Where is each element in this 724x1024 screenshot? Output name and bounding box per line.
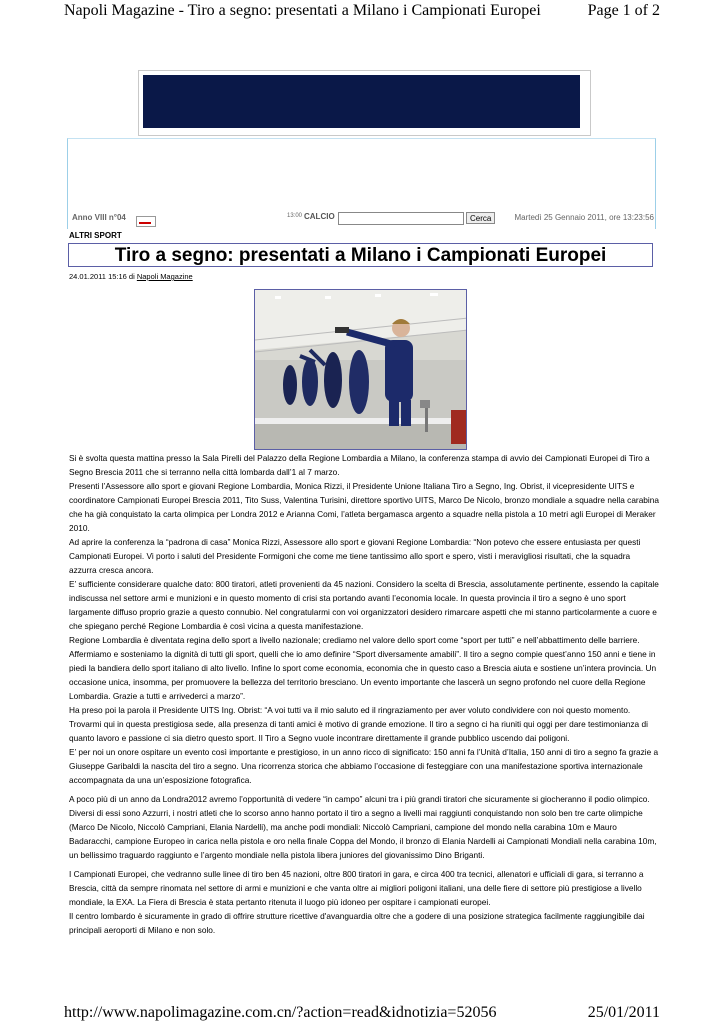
print-header-page: Page 1 of 2 bbox=[587, 2, 660, 19]
article-body bbox=[69, 451, 659, 937]
news-ticker[interactable]: CALCIO bbox=[304, 212, 335, 221]
banner-ad[interactable] bbox=[138, 70, 591, 136]
byline bbox=[69, 272, 193, 281]
search-input[interactable] bbox=[338, 212, 464, 225]
print-header bbox=[64, 0, 660, 22]
article-paragraph: Regione Lombardia è diventata regina dello sport a livello nazionale; crediamo nel valore dello sport come “sport per tutti” e nell’abbattimento delle barriere. Affermiamo e sosteniamo la dignità di tutti gli sport, quelli che io amo definire “Sport diversamente amabili”. Il tiro a segno compie quest’anno 150 anni e tiene in piedi la bandiera dello sport italiano di alto livello. Infine lo sport come economia, economia che in questo caso a Brescia aiuta e sostiene un’intera provincia. Un occasione unica, insomma, per promuovere la bellezza del territorio bresciano. Un evento importante che lascerà un segno profondo nel cuore della Regione Lombardia. Grazie a tutti e arrivederci a marzo”. bbox=[69, 635, 657, 701]
info-bar bbox=[72, 212, 654, 226]
article-title-box bbox=[68, 243, 653, 267]
article-paragraph: E’ per noi un onore ospitare un evento così importante e prestigioso, in un anno ricco di significato: 150 anni fa l’Unità d’Italia, 150 anni di tiro a segno fa grazie a Giuseppe Garibaldi la nascita del tiro a segno. Una ricorrenza storica che abbiamo l’occasione di festeggiare con una manifestazione sportiva internazionale accompagnata da una un’esposizione fotografica. bbox=[69, 747, 659, 785]
article-title: Tiro a segno: presentati a Milano i Campionati Europei bbox=[114, 245, 607, 266]
banner-ad-image bbox=[143, 75, 580, 128]
section-label: ALTRI SPORT bbox=[69, 231, 122, 240]
print-header-title: Napoli Magazine - Tiro a segno: presentati a Milano i Campionati Europei bbox=[64, 2, 541, 19]
ticker-time: 13:00 bbox=[287, 213, 303, 219]
flag-icon bbox=[136, 216, 156, 227]
article-paragraph: Presenti l’Assessore allo sport e giovani Regione Lombardia, Monica Rizzi, il Presidente Unione Italiana Tiro a Segno, Ing. Obrist, il vicepresidente UITS e coordinatore Campionati Europei Brescia 2011, Tito Suss, Valentina Turisini, direttore sportivo UITS, Marco De Nicolo, bronzo mondiale a squadre nella carabina che ha già conquistato la carta olimpica per Londra 2012 e Arianna Comi, l’atleta bergamasca argento a squadre nella pistola a 10 metri agli Europei di Meraker 2010. bbox=[69, 481, 659, 533]
print-footer-url: http://www.napolimagazine.com.cn/?action=read&idnotizia=52056 bbox=[64, 1004, 497, 1021]
article-paragraph: Ad aprire la conferenza la “padrona di casa” Monica Rizzi, Assessore allo sport e giovani Regione Lombardia: “Non potevo che essere entusiasta per questi Campionati Europei. Vi porto i saluti del Presidente Formigoni che come me tiene tantissimo allo sport e spero, visti i meravigliosi risultati, che la squadra azzurra cresca ancora. bbox=[69, 537, 641, 575]
article-paragraph: A poco più di un anno da Londra2012 avremo l’opportunità di vedere “in campo” alcuni tra i più grandi tiratori che sicuramente si giocheranno il podio olimpico. Diversi di essi sono Azzurri, i nostri atleti che lo scorso anno hanno portato il tiro a segno a livelli mai raggiunti conquistando non solo ben tre carte olimpiche (Marco De Nicolo, Niccolò Campriani, Elania Nardelli), ma anche podi mondiali: Niccolò Campriani, campione del mondo nella carabina 10m e Mauro Badaracchi, campione Europeo in carica nella pistola e oro nella finale Coppa del Mondo, il bronzo di Elania Nardelli ai Campionati Mondiali nella carabina 10m, un bellissimo traguardo raggiunto e l’argento mondiale nella pistola libera juniores del giovanissimo Dino Briganti. bbox=[69, 794, 657, 860]
byline-date: 24.01.2011 15:16 di bbox=[69, 272, 137, 281]
article-paragraph: I Campionati Europei, che vedranno sulle linee di tiro ben 45 nazioni, oltre 800 tiratori in gara, e circa 400 tra tecnici, allenatori e ufficiali di gara, si terranno a Brescia, città da sempre rinomata nel settore di armi e munizioni e che vanta oltre ai migliori poligoni italiani, una delle fiere di settore più prestigiose a livello mondiale, la EXA. La Fiera di Brescia è stata pertanto ritenuta il luogo più idoneo per ospitare i campionati europei. bbox=[69, 869, 644, 907]
issue-number: Anno VIII n°04 bbox=[72, 213, 126, 222]
shooter-photo-illustration bbox=[255, 290, 467, 450]
article-paragraph: Il centro lombardo è sicuramente in grado di offrire strutture ricettive d'avanguardia oltre che a godere di una posizione strategica facilmente raggiungibile dai principali aeroporti di Milano e non solo. bbox=[69, 911, 645, 935]
current-datetime: Martedì 25 Gennaio 2011, ore 13:23:56 bbox=[514, 213, 654, 222]
search-button[interactable]: Cerca bbox=[466, 212, 495, 224]
article-paragraph: Ha preso poi la parola il Presidente UITS Ing. Obrist: “A voi tutti va il mio saluto ed il ringraziamento per aver voluto condividere con noi questo momento. Trovarmi qui in questa prestigiosa sede, alla presenza di tanti amici è motivo di grande emozione. Il tiro a segno ci ha riuniti qui oggi per dare testimonianza di quanto lavoro e passione ci sia dietro questo sport. Il Tiro a Segno vuole incontrare direttamente il grande pubblico uscendo dai poligoni. bbox=[69, 705, 648, 743]
article-paragraph: E’ sufficiente considerare qualche dato: 800 tiratori, atleti provenienti da 45 nazioni. Considero la scelta di Brescia, assolutamente pertinente, essendo la capitale indiscussa nel settore armi e munizioni e in questo momento di crisi sta portando avanti l’economia locale. In questa provincia il tiro a segno è uno sport largamente diffuso proprio grazie a questo connubio. Nel congratularmi con voi organizzatori desidero rimarcare aspetti che mi stanno particolarmente a cuore e che spiegano perché Regione Lombardia è così vicina a questa manifestazione. bbox=[69, 579, 659, 631]
article-paragraph: Si è svolta questa mattina presso la Sala Pirelli del Palazzo della Regione Lombardia a Milano, la conferenza stampa di avvio dei Campionati Europei di Tiro a Segno Brescia 2011 che si terranno nella città lombarda dall’1 al 7 marzo. bbox=[69, 453, 650, 477]
print-footer-date: 25/01/2011 bbox=[587, 1004, 660, 1021]
author-link[interactable]: Napoli Magazine bbox=[136, 272, 193, 281]
article-photo bbox=[254, 289, 467, 450]
